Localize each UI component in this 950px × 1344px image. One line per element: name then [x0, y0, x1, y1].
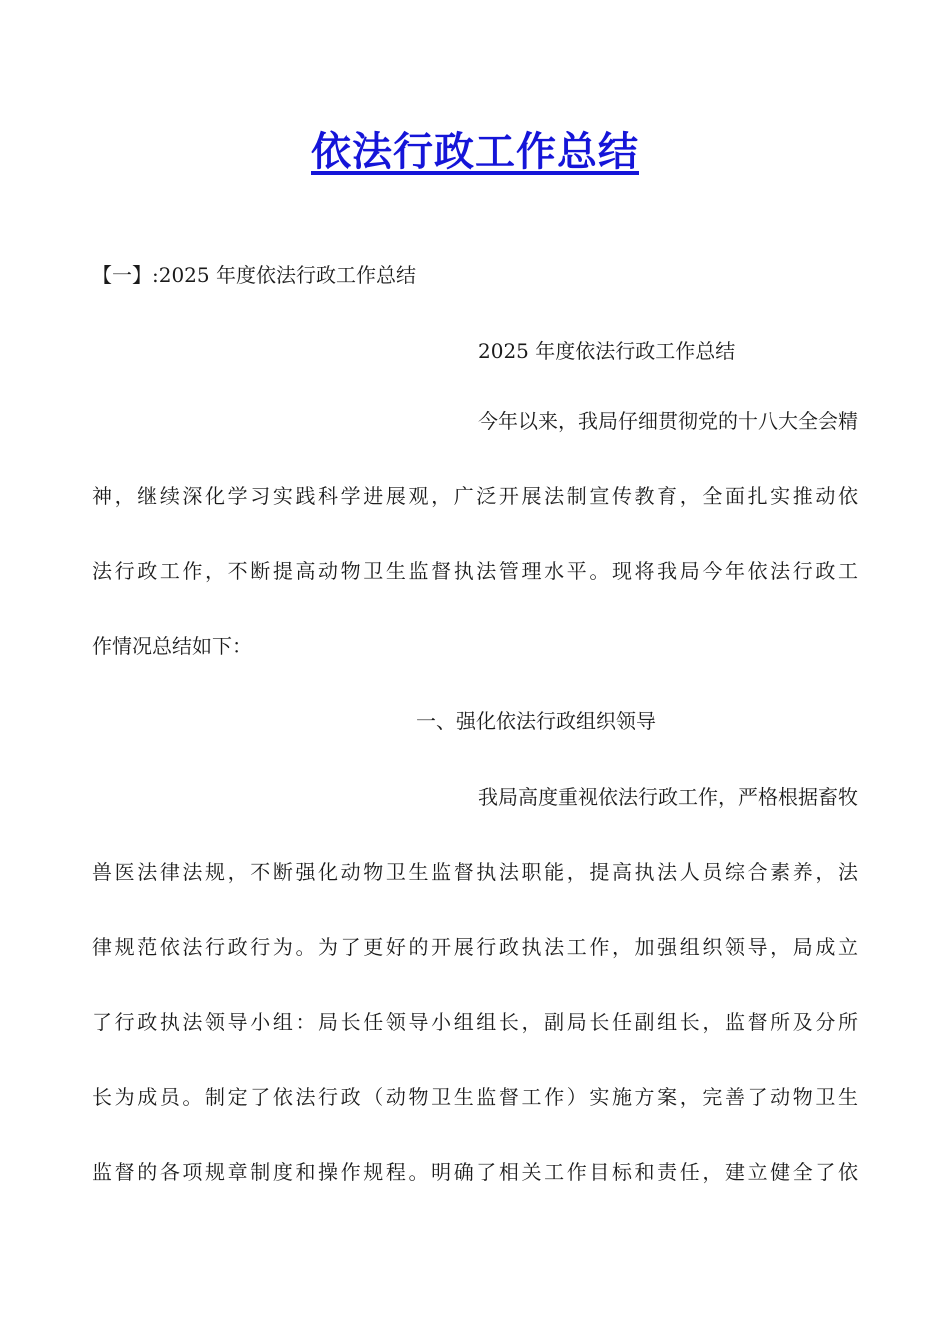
paragraph-line: 长为成员。制定了依法行政（动物卫生监督工作）实施方案，完善了动物卫生 [92, 1085, 858, 1109]
paragraph-intro [92, 384, 858, 684]
paragraph-line: 监督的各项规章制度和操作规程。明确了相关工作目标和责任，建立健全了依 [92, 1160, 858, 1184]
section-heading: 一、强化依法行政组织领导 [416, 709, 656, 733]
paragraph-line: 作情况总结如下： [92, 634, 252, 658]
paragraph-line: 律规范依法行政行为。为了更好的开展行政执法工作，加强组织领导，局成立 [92, 935, 858, 959]
section-label: 【一】:2025 年度依法行政工作总结 [92, 263, 416, 287]
paragraph-organization [92, 760, 858, 1210]
document-subtitle: 2025 年度依法行政工作总结 [478, 339, 736, 363]
document-title: 依法行政工作总结 [311, 129, 639, 175]
paragraph-line: 法行政工作，不断提高动物卫生监督执法管理水平。现将我局今年依法行政工 [92, 559, 858, 583]
paragraph-line: 了行政执法领导小组：局长任领导小组组长，副局长任副组长，监督所及分所 [92, 1010, 858, 1034]
paragraph-line: 我局高度重视依法行政工作，严格根据畜牧 [478, 785, 858, 809]
paragraph-line: 神，继续深化学习实践科学进展观，广泛开展法制宣传教育，全面扎实推动依 [92, 484, 858, 508]
paragraph-line: 兽医法律法规，不断强化动物卫生监督执法职能，提高执法人员综合素养，法 [92, 860, 858, 884]
paragraph-line: 今年以来，我局仔细贯彻党的十八大全会精 [478, 409, 858, 433]
